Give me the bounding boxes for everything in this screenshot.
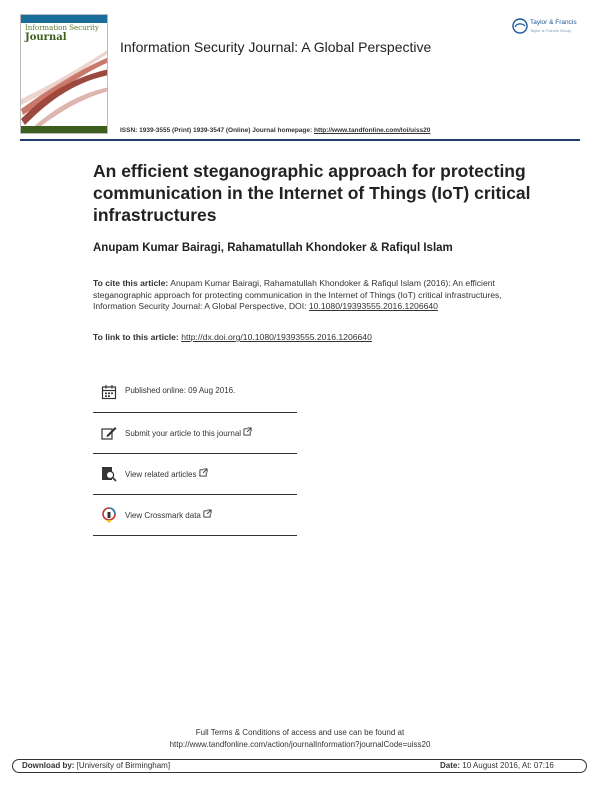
download-by-label: Download by: (22, 761, 75, 770)
download-date (440, 761, 554, 770)
journal-cover-image (20, 14, 108, 134)
external-link-icon (243, 427, 252, 436)
article-link-line (93, 332, 372, 342)
download-date-label: Date: (440, 761, 461, 770)
cover-title-line1: Information Security (25, 24, 99, 32)
published-online-row (93, 372, 297, 412)
journal-title: Information Security Journal: A Global Perspective (120, 39, 432, 55)
article-title: An efficient steganographic approach for protecting communication in the Internet of Things (IoT) critical infrastructures (93, 161, 531, 225)
related-articles-label: View related articles (125, 470, 197, 479)
download-date-value: 10 August 2016, At: 07:16 (462, 761, 554, 770)
terms-text: Full Terms & Conditions of access and use can be found at (195, 728, 405, 737)
terms-block (0, 727, 600, 751)
divider (93, 535, 297, 536)
external-link-icon (199, 468, 208, 477)
citation-block (93, 278, 513, 313)
publisher-logo-icon (512, 18, 528, 34)
related-articles-row[interactable] (93, 454, 297, 494)
download-by (22, 761, 170, 770)
related-articles-icon (101, 466, 117, 482)
cover-title-line2: Journal (25, 32, 67, 43)
issn-line (120, 127, 430, 134)
cover-swirl-graphic (21, 49, 108, 129)
download-by-value: [University of Birmingham] (76, 761, 171, 770)
citation-doi-link[interactable]: 10.1080/19393555.2016.1206640 (308, 301, 438, 311)
journal-homepage-link[interactable]: http://www.tandfonline.com/loi/uiss20 (314, 127, 431, 134)
publisher-name: Taylor & Francis (530, 19, 577, 26)
crossmark-link[interactable] (125, 509, 212, 520)
issn-label: ISSN: 1939-3555 (Print) 1939-3547 (Online) Journal homepage: (120, 127, 313, 134)
crossmark-label: View Crossmark data (125, 511, 201, 520)
article-authors: Anupam Kumar Bairagi, Rahamatullah Khondoker & Rafiqul Islam (93, 242, 453, 254)
external-link-icon (203, 509, 212, 518)
calendar-icon (101, 384, 117, 400)
header-divider (20, 139, 580, 141)
submit-article-label: Submit your article to this journal (125, 429, 242, 438)
crossmark-row[interactable] (93, 495, 297, 535)
related-articles-link[interactable] (125, 468, 208, 479)
citation-text: Anupam Kumar Bairagi, Rahamatullah Khondoker & Rafiqul Islam (2016): An efficient steganographic approach for protecting communication in the Internet of Things (IoT) critical infrastructures, Information Security Journal: A Global Perspective, DOI: (93, 278, 502, 311)
citation-label: To cite this article: (93, 278, 169, 288)
submit-article-link[interactable] (125, 427, 252, 438)
publisher-logo[interactable] (512, 16, 584, 40)
terms-url-link[interactable]: http://www.tandfonline.com/action/journalInformation?journalCode=uiss20 (169, 740, 431, 749)
edit-icon (101, 425, 117, 441)
published-online-text: Published online: 09 Aug 2016. (125, 386, 236, 395)
article-doi-link[interactable]: http://dx.doi.org/10.1080/19393555.2016.1206640 (181, 332, 372, 342)
article-link-label: To link to this article: (93, 332, 179, 342)
publisher-subtitle: Taylor & Francis Group (530, 28, 571, 33)
submit-article-row[interactable] (93, 413, 297, 453)
crossmark-icon (101, 507, 117, 523)
